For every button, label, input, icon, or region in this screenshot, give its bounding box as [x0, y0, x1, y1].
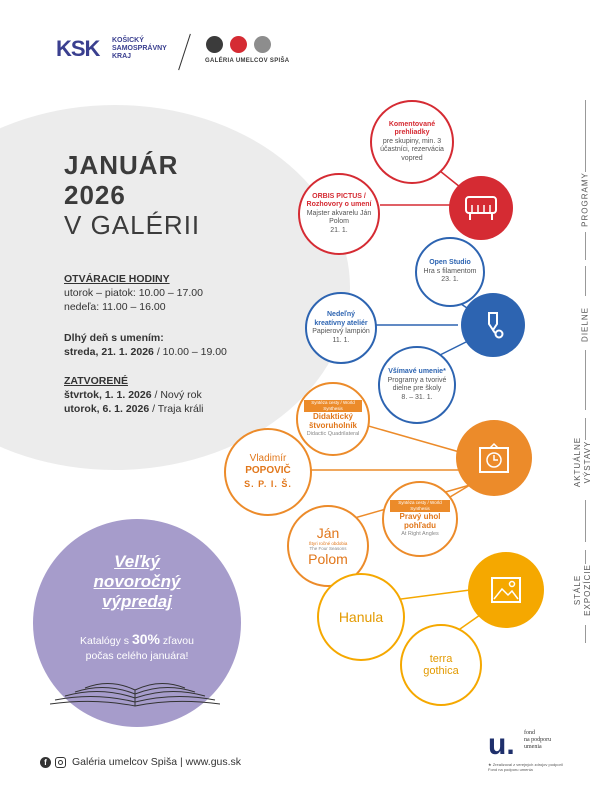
fund-note	[488, 762, 563, 772]
promo-line1: Veľký	[114, 552, 160, 571]
book-icon	[50, 678, 220, 708]
instagram-icon[interactable]	[55, 757, 66, 768]
workshop-desc: Programy a tvorivé dielne pre školy	[387, 376, 447, 392]
section-stale-line1: STÁLE	[573, 574, 582, 606]
exhibition-title: Pravý uhol pohľadu	[399, 511, 441, 530]
exhibitions-frame-icon	[456, 420, 532, 496]
page-title-subtitle: V GALÉRII	[64, 210, 201, 240]
section-stale-line2: EXPOZÍCIE	[583, 564, 592, 616]
workshops-tool-icon	[461, 293, 525, 357]
gus-name: GALÉRIA UMELCOV SPIŠA	[205, 58, 290, 64]
closed1-date: štvrtok, 1. 1. 2026	[64, 389, 152, 401]
promo-heading	[42, 552, 232, 612]
ksk-logo: KSK	[56, 36, 100, 61]
programs-line-bottom	[585, 232, 586, 260]
permanent-title: Hanula	[338, 608, 384, 625]
exhibition-artist-last: Polom	[308, 550, 348, 567]
exhibition-right-angle[interactable]	[382, 481, 458, 557]
long-day-heading: Dlhý deň s umením:	[64, 332, 164, 344]
section-aktualne-line2: VÝSTAVY	[583, 440, 592, 484]
section-aktualne-line1: AKTUÁLNE	[573, 436, 582, 488]
fund-name	[524, 730, 551, 751]
fund-note2: Fond na podporu umenia	[488, 767, 533, 772]
exhibition-small2: The Four Seasons	[309, 545, 347, 551]
permanent-terra-gothica[interactable]	[400, 624, 482, 706]
page-title-year: 2026	[64, 180, 126, 210]
fund-logo: u.	[488, 728, 515, 761]
program-title: Komentované prehliadky	[388, 120, 436, 137]
closed-heading: ZATVORENÉ	[64, 375, 128, 387]
exhibition-artist-first: Ján	[316, 524, 340, 541]
workshop-mindful-art[interactable]	[378, 346, 456, 424]
exhibitions-line-bottom	[585, 500, 586, 542]
fund-line1: fond	[524, 730, 535, 736]
promo-line2: novoročný	[93, 572, 181, 591]
exhibition-title: S. P. I. Š.	[244, 479, 292, 489]
fund-note1: ★ Zrealizoval z verejných zdrojov podporil	[488, 762, 563, 767]
hours-sunday: nedeľa: 11.00 – 16.00	[64, 301, 166, 313]
workshop-sunday-atelier[interactable]	[305, 292, 377, 364]
permanent-hanula[interactable]	[317, 573, 405, 661]
exhibition-didactic-quadrilateral[interactable]	[296, 382, 370, 456]
long-day-date: streda, 21. 1. 2026	[64, 346, 154, 358]
promo-line3: výpredaj	[102, 592, 172, 611]
workshop-title: Open Studio	[429, 259, 471, 267]
workshops-line-bottom	[585, 350, 586, 410]
closed2-note: / Traja králi	[149, 403, 204, 415]
fund-line3: umenia	[524, 744, 542, 750]
workshop-desc: Hra s filamentom	[423, 267, 477, 275]
closed2-date: utorok, 6. 1. 2026	[64, 403, 150, 415]
section-dielne: DIELNE	[580, 307, 590, 342]
ksk-name-line1: KOŠICKÝ	[112, 37, 144, 44]
facebook-icon[interactable]: f	[40, 757, 51, 768]
exhibition-artist-last: POPOVIČ	[245, 465, 291, 476]
ksk-name-line3: KRAJ	[112, 53, 132, 60]
workshop-title: Nedeľný kreatívny ateliér	[314, 311, 368, 327]
workshops-line-top	[585, 266, 586, 296]
exhibition-artist-first: Vladimír	[249, 453, 287, 464]
programs-piano-icon	[449, 176, 513, 240]
program-desc: pre skupiny, min. 3 účastníci, rezervácia vopred	[380, 137, 444, 162]
program-date: 21. 1.	[330, 226, 348, 234]
workshop-date: 23. 1.	[441, 276, 459, 284]
exhibition-small1: Štyri ročné obdobia	[308, 540, 348, 546]
program-commented-tours[interactable]	[370, 100, 454, 184]
ksk-name-line2: SAMOSPRÁVNY	[112, 45, 167, 52]
exhibition-title: Didaktický štvoruholník	[308, 411, 357, 430]
permanent-line1: terra	[429, 653, 453, 665]
program-orbis-pictus[interactable]	[298, 173, 380, 255]
permanent-image-icon	[468, 552, 544, 628]
promo-text	[42, 632, 232, 664]
workshop-open-studio[interactable]	[415, 237, 485, 307]
page-title-month: JANUÁR	[64, 150, 179, 180]
section-programy: PROGRAMY	[580, 172, 590, 227]
exhibition-subtitle: At Right Angles	[401, 530, 439, 537]
workshop-title: Všímavé umenie*	[388, 368, 446, 375]
programs-line-top	[585, 100, 586, 172]
exhibition-popovic[interactable]	[224, 428, 312, 516]
exhibition-subtitle: Didactic Quadrilateral	[306, 430, 360, 437]
hours-heading: OTVÁRACIE HODINY	[64, 273, 170, 285]
hours-weekday: utorok – piatok: 10.00 – 17.00	[64, 287, 203, 299]
workshop-desc: Papierový lampión	[312, 328, 370, 335]
program-desc: Majster akvarelu Ján Polom	[306, 209, 372, 226]
section-aktualne	[573, 425, 593, 499]
workshop-date: 11. 1.	[332, 336, 350, 344]
long-day-time: / 10.00 – 19.00	[153, 346, 227, 358]
exhibition-tag: Syntéza cesty / World Synthesis	[390, 500, 450, 512]
closed1-note: / Nový rok	[151, 389, 202, 401]
promo-text3: počas celého januára!	[85, 650, 189, 662]
section-stale	[573, 553, 593, 627]
exhibition-tag: Syntéza cesty / World Synthesis	[304, 400, 362, 412]
promo-percent: 30%	[131, 631, 160, 647]
footer-text[interactable]: Galéria umelcov Spiša | www.gus.sk	[72, 756, 242, 768]
fund-line2: na podporu	[524, 737, 552, 743]
promo-text1: Katalógy s	[80, 635, 132, 647]
promo-text2: zľavou	[159, 635, 194, 647]
workshop-date: 8. – 31. 1.	[401, 393, 433, 401]
permanent-line-bottom	[585, 625, 586, 643]
permanent-line2: gothica	[423, 665, 459, 677]
program-title: ORBIS PICTUS / Rozhovory o umení	[306, 192, 372, 209]
